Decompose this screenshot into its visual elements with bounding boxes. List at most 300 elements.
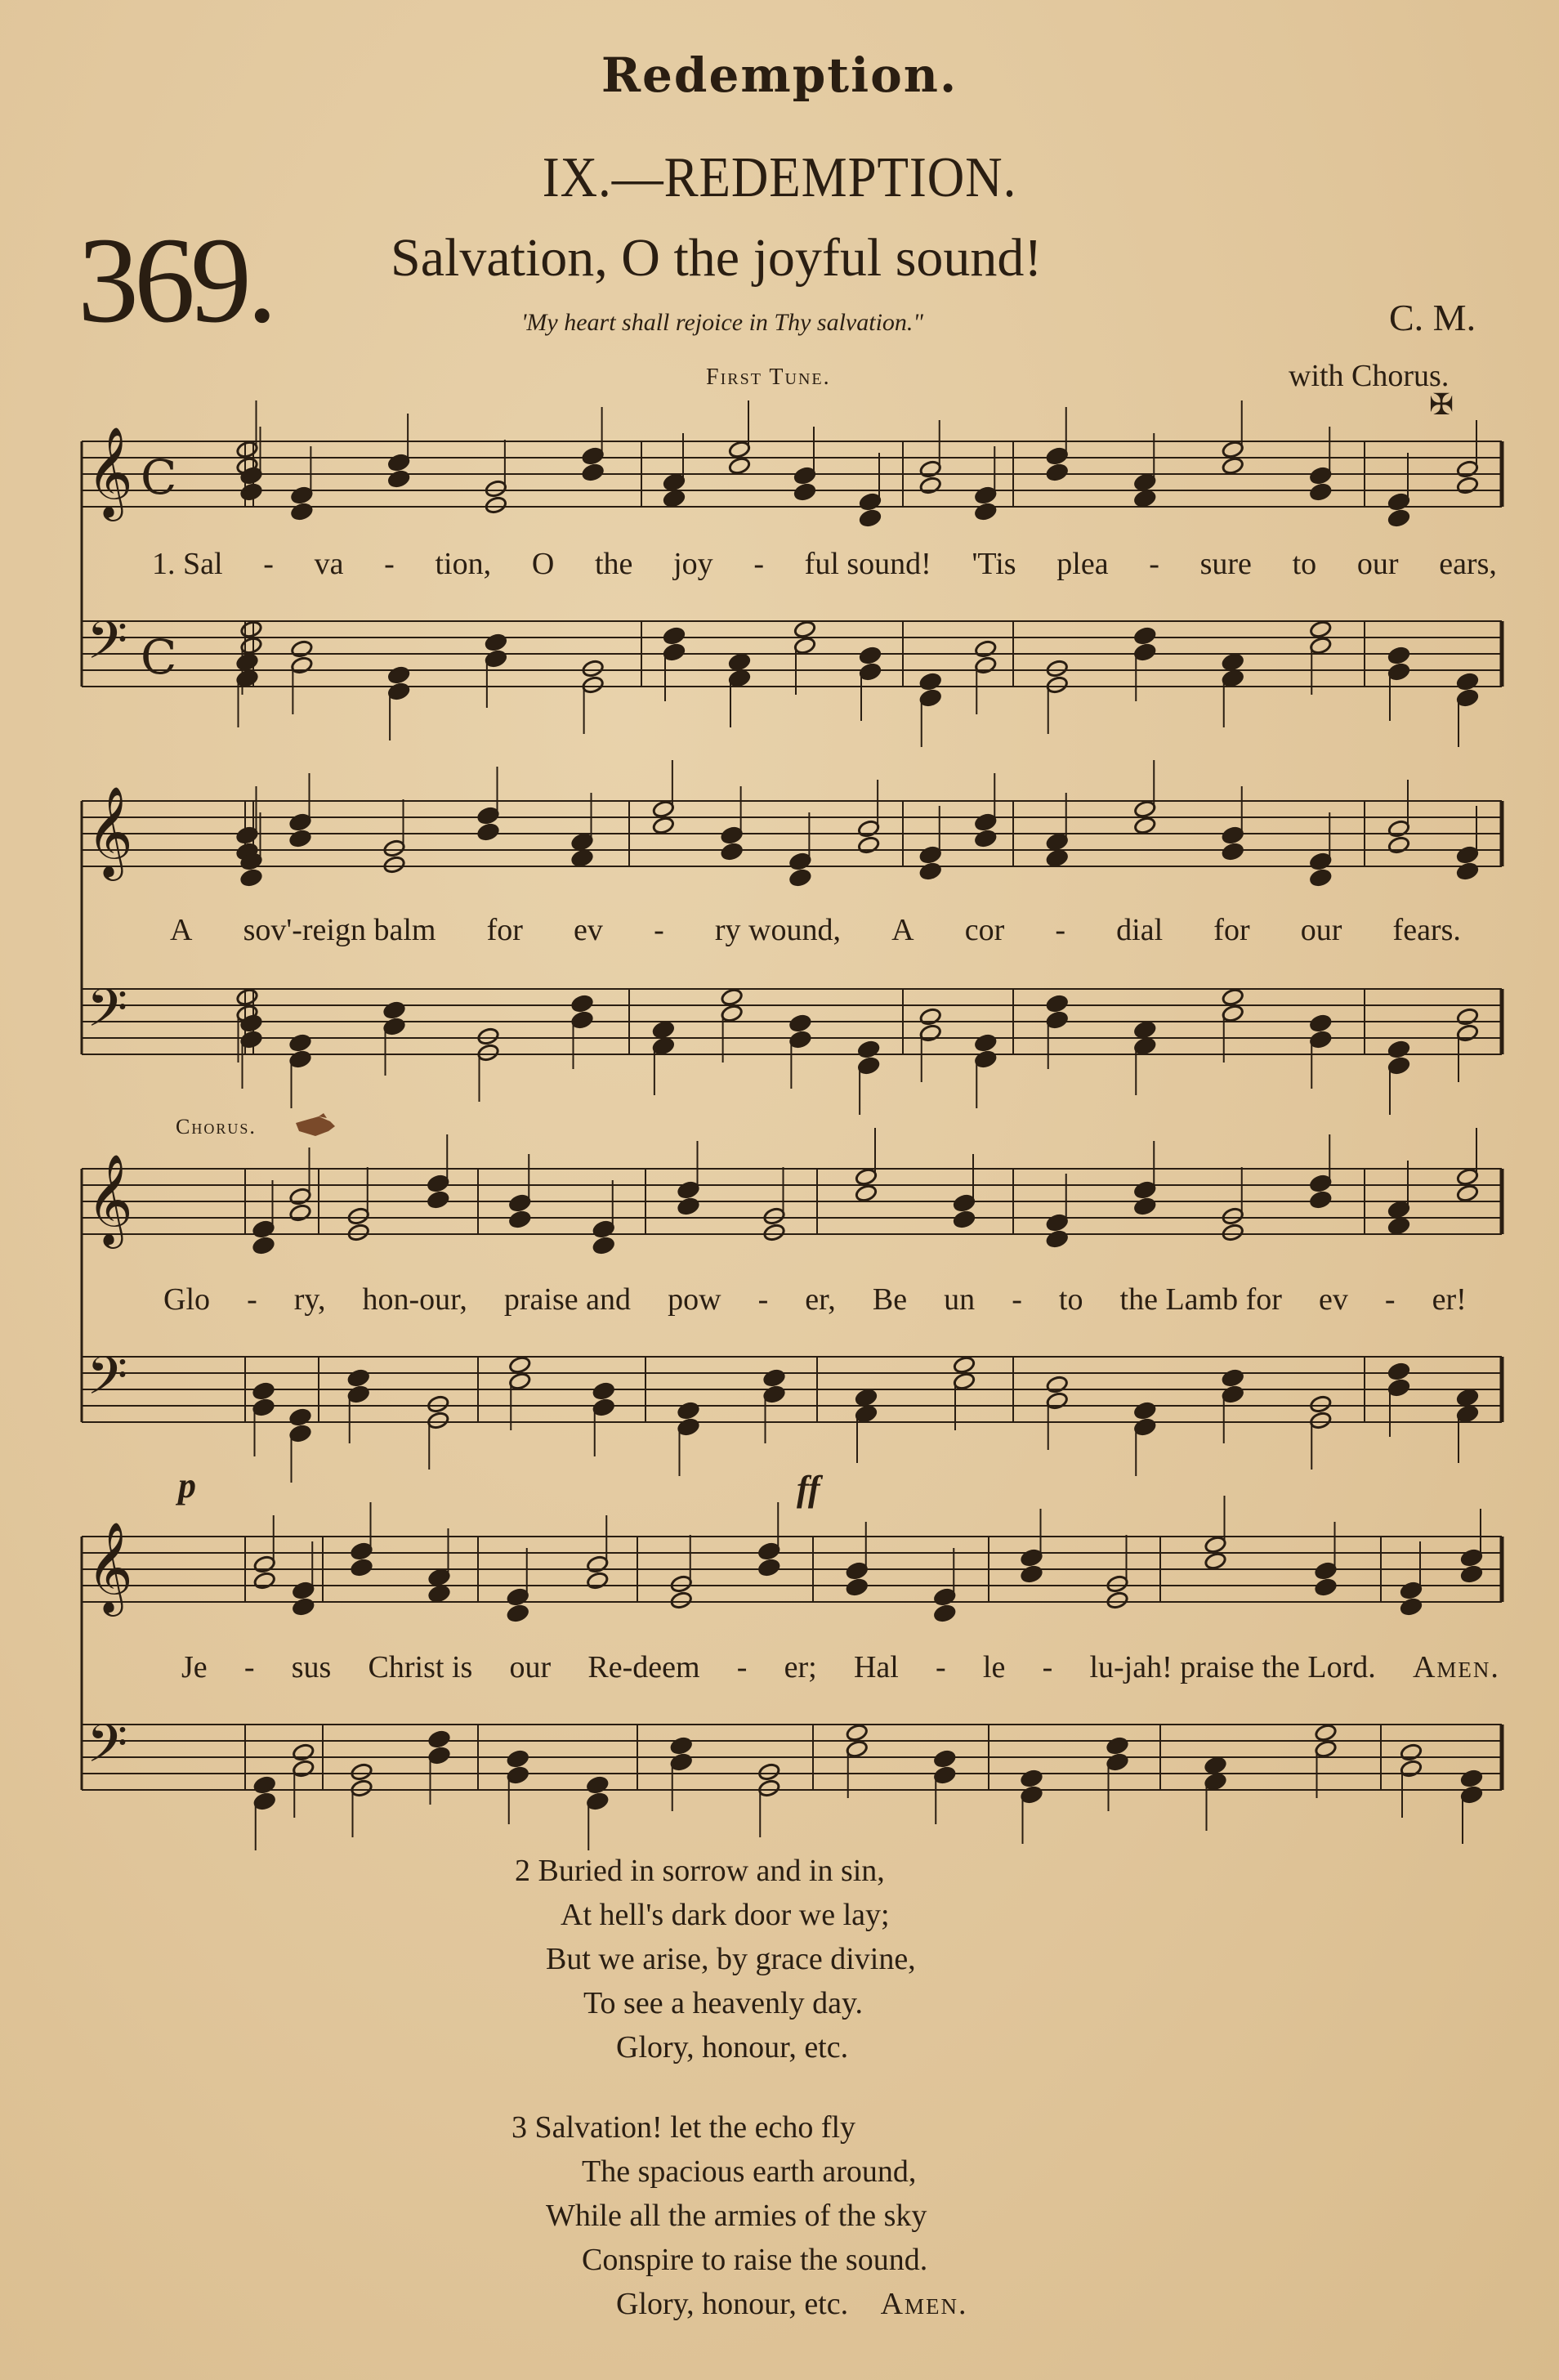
note-head [1046, 446, 1069, 465]
note-head [1222, 1385, 1244, 1403]
note-head [290, 655, 313, 674]
note-head [476, 806, 499, 825]
note-head [290, 485, 313, 504]
note-head [570, 1010, 593, 1029]
note-head [1046, 1391, 1069, 1410]
note-head [757, 1778, 780, 1797]
note-head [652, 799, 675, 818]
note-head [288, 829, 311, 848]
note-head [1309, 1411, 1332, 1429]
note-head [1387, 646, 1410, 664]
lyric-syllable: - [936, 1650, 946, 1684]
note-head [586, 1775, 609, 1794]
note-head [1309, 868, 1332, 887]
lyric-syllable: sure [1199, 547, 1252, 581]
note-head [1314, 1561, 1337, 1580]
note-head [427, 1394, 449, 1413]
note-head [721, 1004, 744, 1022]
note-head [652, 1036, 675, 1055]
note-head [586, 1555, 609, 1573]
note-head [239, 1013, 262, 1032]
note-head [508, 1210, 531, 1228]
note-head [1133, 799, 1156, 818]
note-head [933, 1604, 956, 1622]
note-head [974, 812, 997, 831]
note-head [1106, 1590, 1128, 1609]
note-head [1222, 1223, 1244, 1241]
note-head [974, 1033, 997, 1052]
note-head [253, 1792, 276, 1810]
common-time-icon: C [141, 450, 177, 505]
lyrics-system-4 [181, 1649, 1500, 1685]
note-head [235, 987, 258, 1006]
lyric-syllable: to [1292, 547, 1317, 581]
lyric-syllable: un [944, 1282, 976, 1317]
note-head [427, 1174, 449, 1192]
note-head [919, 861, 942, 880]
lyric-syllable: dial [1116, 913, 1164, 947]
note-head [427, 1190, 449, 1209]
note-head [1309, 482, 1332, 501]
note-head [239, 868, 262, 887]
lyric-syllable: er! [1432, 1282, 1467, 1317]
note-head [857, 835, 880, 854]
note-head [382, 1017, 405, 1036]
lyric-syllable: Christ is [368, 1650, 473, 1684]
lyric-syllable: - [753, 547, 764, 581]
note-head [253, 1555, 276, 1573]
treble-clef-icon: 𝄞 [87, 785, 133, 877]
note-head [1456, 845, 1479, 864]
note-head [1400, 1581, 1423, 1599]
note-head [1460, 1548, 1483, 1567]
verse-line: To see a heavenly day. [583, 1986, 863, 2020]
note-head [974, 655, 997, 674]
note-head [1222, 440, 1244, 459]
note-head [974, 639, 997, 658]
note-head [1456, 476, 1479, 494]
lyric-syllable: sov'-reign balm [243, 913, 436, 947]
note-head [292, 1759, 315, 1778]
lyric-syllable: ry, [293, 1282, 326, 1317]
lyric-syllable: 1. Sal [152, 547, 223, 581]
note-head [721, 825, 744, 844]
note-head [762, 1385, 785, 1403]
note-head [1133, 472, 1156, 491]
note-head [508, 1193, 531, 1212]
note-head [1387, 1040, 1410, 1058]
note-head [1222, 456, 1244, 475]
note-head [1387, 1362, 1410, 1380]
note-head [857, 1056, 880, 1075]
running-head: Redemption. [601, 47, 958, 103]
note-head [953, 1210, 976, 1228]
lyrics-system-2 [170, 912, 1461, 948]
note-head [288, 1187, 311, 1206]
verse-line: 3 Salvation! let the echo fly [511, 2110, 856, 2145]
note-head [1387, 1378, 1410, 1397]
note-head [485, 633, 507, 651]
note-head [1020, 1769, 1043, 1787]
lyric-syllable: hon-our, [362, 1282, 467, 1317]
note-head [253, 1571, 276, 1590]
note-head [1309, 1030, 1332, 1049]
note-head [586, 1571, 609, 1590]
note-head [476, 1043, 499, 1062]
note-head [652, 816, 675, 834]
note-head [350, 1778, 373, 1797]
verse-line: Glory, honour, etc. [616, 2287, 849, 2321]
note-head [1106, 1574, 1128, 1593]
note-head [387, 682, 410, 700]
note-head [347, 1368, 370, 1387]
lyric-syllable: our [509, 1650, 552, 1684]
note-head [663, 489, 686, 508]
note-head [1222, 1368, 1244, 1387]
lyric-syllable: - [384, 547, 395, 581]
note-head [953, 1371, 976, 1390]
lyric-syllable: Amen. [1412, 1650, 1500, 1684]
note-head [974, 829, 997, 848]
note-head [1460, 1769, 1483, 1787]
note-head [1460, 1785, 1483, 1804]
note-head [1309, 636, 1332, 655]
note-head [507, 1749, 529, 1768]
note-head [933, 1587, 956, 1606]
note-head [347, 1206, 370, 1225]
lyric-syllable: - [757, 1282, 769, 1317]
note-head [919, 476, 942, 494]
note-head [1309, 1394, 1332, 1413]
note-head [788, 868, 811, 887]
note-head [1222, 987, 1244, 1006]
note-head [235, 652, 258, 671]
note-head [919, 845, 942, 864]
note-head [1314, 1723, 1337, 1742]
note-head [793, 482, 816, 501]
note-head [1314, 1739, 1337, 1758]
lyric-syllable: er, [805, 1282, 836, 1317]
note-head [1309, 620, 1332, 638]
note-head [427, 1746, 450, 1765]
lyric-syllable: the Lamb for [1119, 1282, 1282, 1317]
note-head [288, 1424, 311, 1443]
note-head [1046, 675, 1069, 694]
lyric-syllable: 'Tis [972, 547, 1016, 581]
lyric-syllable: A [170, 913, 193, 947]
note-head [1309, 1174, 1332, 1192]
note-head [1046, 1213, 1069, 1232]
note-head [728, 652, 751, 671]
note-head [788, 1030, 811, 1049]
note-head [1020, 1564, 1043, 1583]
note-head [252, 1219, 275, 1238]
bass-clef-icon: 𝄢 [87, 1714, 128, 1787]
note-head [582, 446, 605, 465]
note-head [757, 1558, 780, 1577]
note-head [586, 1792, 609, 1810]
note-head [1456, 459, 1479, 478]
note-head [1046, 848, 1069, 867]
lyric-syllable: ev [574, 913, 603, 947]
lyric-syllable: pow [668, 1282, 721, 1317]
note-head [953, 1193, 976, 1212]
note-head [793, 466, 816, 485]
note-head [288, 1033, 311, 1052]
verse-line: While all the armies of the sky [546, 2199, 927, 2233]
note-head [1456, 1388, 1479, 1407]
note-head [1106, 1752, 1128, 1771]
note-head [239, 1030, 262, 1049]
note-head [663, 626, 686, 645]
lyric-syllable: - [1012, 1282, 1022, 1317]
note-head [793, 636, 816, 655]
bass-clef-icon: 𝄢 [87, 978, 128, 1052]
note-head [1400, 1759, 1423, 1778]
note-head [788, 1013, 811, 1032]
note-head [859, 662, 882, 681]
note-head [793, 620, 816, 638]
lyric-syllable: our [1356, 547, 1399, 581]
note-head [670, 1574, 693, 1593]
verse-line: Glory, honour, etc. [616, 2030, 849, 2065]
note-head [582, 463, 605, 481]
note-head [762, 1368, 785, 1387]
note-head [953, 1355, 976, 1374]
lyric-syllable: joy [673, 547, 713, 581]
note-head [919, 1007, 942, 1026]
lyric-syllable: - [247, 1282, 257, 1317]
note-head [427, 1729, 450, 1748]
lyric-syllable: fears. [1392, 913, 1461, 947]
lyric-syllable: O [531, 547, 555, 581]
bass-clef-icon: 𝄢 [87, 1346, 128, 1420]
note-head [728, 440, 751, 459]
note-head [288, 1407, 311, 1426]
note-head [1387, 1216, 1410, 1235]
verse-line: 2 Buried in sorrow and in sin, [515, 1854, 885, 1888]
lyric-syllable: A [891, 913, 914, 947]
lyric-syllable: - [1384, 1282, 1396, 1317]
note-head [427, 1411, 449, 1429]
lyric-syllable: the [594, 547, 633, 581]
note-head [347, 1385, 370, 1403]
lyrics-system-3 [163, 1282, 1467, 1318]
note-head [592, 1236, 615, 1255]
note-head [919, 1023, 942, 1042]
lyric-syllable: to [1058, 1282, 1083, 1317]
note-head [1387, 508, 1410, 527]
note-head [1133, 489, 1156, 508]
lyric-syllable: - [243, 1650, 255, 1684]
note-head [427, 1568, 450, 1586]
lyric-syllable: va [314, 547, 344, 581]
note-head [387, 665, 410, 684]
note-head [239, 482, 262, 501]
note-head [1456, 688, 1479, 707]
note-head [239, 466, 262, 485]
common-time-icon: C [141, 629, 177, 685]
dynamic-fortissimo: ff [797, 1469, 820, 1509]
note-head [507, 1765, 529, 1784]
lyric-syllable: plea [1056, 547, 1109, 581]
note-head [1309, 1190, 1332, 1209]
chorus-label: Chorus. [176, 1115, 257, 1139]
note-head [1222, 825, 1244, 844]
note-head [1046, 832, 1069, 851]
note-head [476, 822, 499, 841]
note-head [507, 1604, 529, 1622]
lyric-syllable: - [1149, 547, 1159, 581]
note-head [235, 440, 258, 459]
note-head [670, 1736, 693, 1755]
note-head [592, 1219, 615, 1238]
note-head [288, 1049, 311, 1068]
lyric-syllable: our [1300, 913, 1342, 947]
note-head [1046, 994, 1069, 1013]
note-head [846, 1561, 869, 1580]
note-head [387, 469, 410, 488]
note-head [485, 649, 507, 668]
note-head [855, 1167, 878, 1186]
note-head [1046, 659, 1069, 678]
note-head [1133, 626, 1156, 645]
treble-clef-icon: 𝄞 [87, 426, 133, 517]
note-head [1456, 672, 1479, 691]
note-head [670, 1752, 693, 1771]
note-head [1222, 842, 1244, 861]
amen-label: Amen. [880, 2287, 968, 2321]
lyric-syllable: - [654, 913, 664, 947]
note-head [1020, 1548, 1043, 1567]
note-head [350, 1762, 373, 1781]
treble-clef-icon: 𝄞 [87, 1153, 133, 1245]
note-head [592, 1398, 615, 1416]
note-head [485, 495, 507, 514]
note-head [1204, 1551, 1226, 1570]
lyric-syllable: - [1042, 1650, 1053, 1684]
note-head [290, 639, 313, 658]
note-head [570, 848, 593, 867]
note-head [1309, 466, 1332, 485]
note-head [846, 1739, 869, 1758]
lyrics-system-1 [152, 546, 1497, 582]
note-head [252, 1236, 275, 1255]
treble-clef-icon: 𝄞 [87, 1521, 133, 1613]
note-head [1046, 1229, 1069, 1248]
lyric-syllable: ears, [1439, 547, 1497, 581]
note-head [1222, 1206, 1244, 1225]
note-head [570, 994, 593, 1013]
lyric-syllable: - [736, 1650, 748, 1684]
note-head [919, 459, 942, 478]
lyric-syllable: Re-deem [587, 1650, 700, 1684]
note-head [1387, 492, 1410, 511]
note-head [1309, 1013, 1332, 1032]
note-head [1133, 1180, 1156, 1199]
note-head [1204, 1772, 1226, 1791]
note-head [1133, 1417, 1156, 1436]
lyric-syllable: cor [964, 913, 1005, 947]
lyric-syllable: sus [291, 1650, 332, 1684]
lyric-syllable: tion, [435, 547, 492, 581]
hymn-title: Salvation, O the joyful sound! [391, 228, 1043, 288]
note-head [974, 1049, 997, 1068]
note-head [919, 672, 942, 691]
note-head [677, 1401, 699, 1420]
note-head [235, 825, 258, 844]
note-head [508, 1371, 531, 1390]
note-head [855, 1404, 878, 1423]
note-head [855, 1388, 878, 1407]
note-head [919, 688, 942, 707]
lyric-syllable: Je [181, 1650, 208, 1684]
lyric-syllable: er; [784, 1650, 817, 1684]
lyric-syllable: ev [1318, 1282, 1348, 1317]
note-head [788, 852, 811, 870]
note-head [485, 479, 507, 498]
note-head [857, 1040, 880, 1058]
note-head [1020, 1785, 1043, 1804]
note-head [508, 1355, 531, 1374]
verse-line: At hell's dark door we lay; [561, 1898, 890, 1932]
note-head [382, 855, 405, 874]
note-head [1456, 1404, 1479, 1423]
lyric-syllable: ry wound, [714, 913, 841, 947]
note-head [292, 1581, 315, 1599]
note-head [757, 1762, 780, 1781]
verse-line: The spacious earth around, [582, 2154, 917, 2189]
lyric-syllable: Glo [163, 1282, 210, 1317]
note-head [252, 1398, 275, 1416]
note-head [1204, 1756, 1226, 1774]
tune-name: First Tune. [706, 365, 831, 390]
note-head [1222, 1004, 1244, 1022]
dynamic-piano: p [178, 1465, 196, 1505]
note-head [1400, 1597, 1423, 1616]
note-head [933, 1749, 956, 1768]
note-head [1133, 1036, 1156, 1055]
note-head [1133, 1401, 1156, 1420]
note-head [288, 812, 311, 831]
note-head [235, 669, 258, 687]
note-head [728, 669, 751, 687]
note-head [974, 502, 997, 521]
note-head [382, 1000, 405, 1019]
note-head [290, 502, 313, 521]
note-head [762, 1223, 785, 1241]
section-heading: IX.—REDEMPTION. [542, 146, 1017, 209]
meter: C. M. [1389, 297, 1476, 338]
note-head [1133, 816, 1156, 834]
note-head [1046, 463, 1069, 481]
note-head [1106, 1736, 1128, 1755]
note-head [1222, 669, 1244, 687]
note-head [292, 1742, 315, 1761]
note-head [347, 1223, 370, 1241]
note-head [1046, 1010, 1069, 1029]
note-head [1456, 1183, 1479, 1202]
lyric-syllable: praise and [503, 1282, 631, 1317]
note-head [288, 1203, 311, 1222]
note-head [677, 1197, 699, 1215]
note-head [721, 987, 744, 1006]
note-head [1400, 1742, 1423, 1761]
lyric-syllable: Hal [853, 1650, 899, 1684]
note-head [677, 1417, 699, 1436]
note-head [253, 1775, 276, 1794]
lyric-syllable: - [263, 547, 274, 581]
